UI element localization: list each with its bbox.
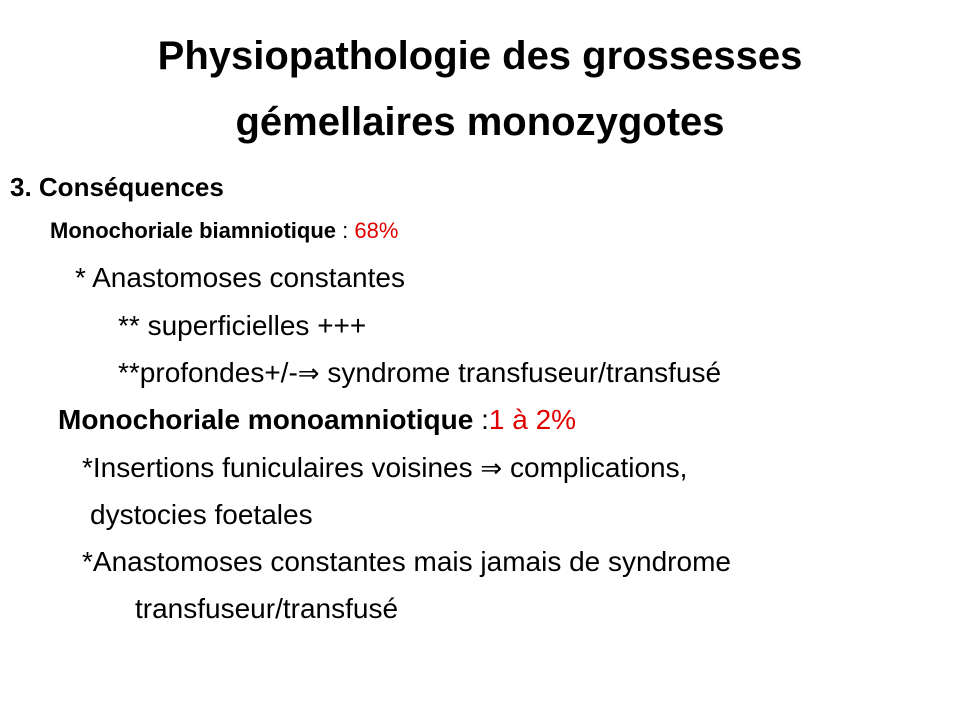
- profondes-text: **profondes+/-: [118, 357, 298, 388]
- anastomoses-mais-jamais-line: *Anastomoses constantes mais jamais de syndrome: [82, 546, 731, 577]
- percentage-68: 68%: [354, 218, 399, 243]
- transfuseur-line: transfuseur/transfusé: [135, 593, 399, 624]
- monochoriale-monoamniotique-line: [58, 404, 576, 436]
- monochoriale-biamniotique-label: Monochoriale biamniotique: [50, 218, 337, 243]
- profondes-line: [118, 357, 721, 389]
- percentage-1-2: 1 à 2%: [488, 404, 577, 435]
- anastomoses-constantes-line: * Anastomoses constantes: [75, 262, 405, 293]
- implies-arrow-icon: ⇒: [297, 359, 320, 389]
- dystocies-line: dystocies foetales: [90, 499, 313, 530]
- syndrome-text: syndrome transfuseur/transfusé: [319, 357, 722, 388]
- section-heading: 3. Conséquences: [10, 172, 224, 202]
- separator: :: [336, 218, 355, 243]
- separator: :: [473, 404, 489, 435]
- superficielles-line: ** superficielles +++: [118, 310, 367, 341]
- monochoriale-monoamniotique-label: Monochoriale monoamniotique: [58, 404, 474, 435]
- insertions-text: *Insertions funiculaires voisines: [82, 452, 481, 483]
- implies-arrow-icon: ⇒: [480, 454, 503, 484]
- complications-text: complications,: [502, 452, 688, 483]
- slide-title-line-2: gémellaires monozygotes: [235, 100, 725, 144]
- monochoriale-biamniotique-line: [50, 218, 398, 244]
- slide-title-line-1: Physiopathologie des grossesses: [157, 34, 803, 78]
- insertions-line: [82, 452, 687, 484]
